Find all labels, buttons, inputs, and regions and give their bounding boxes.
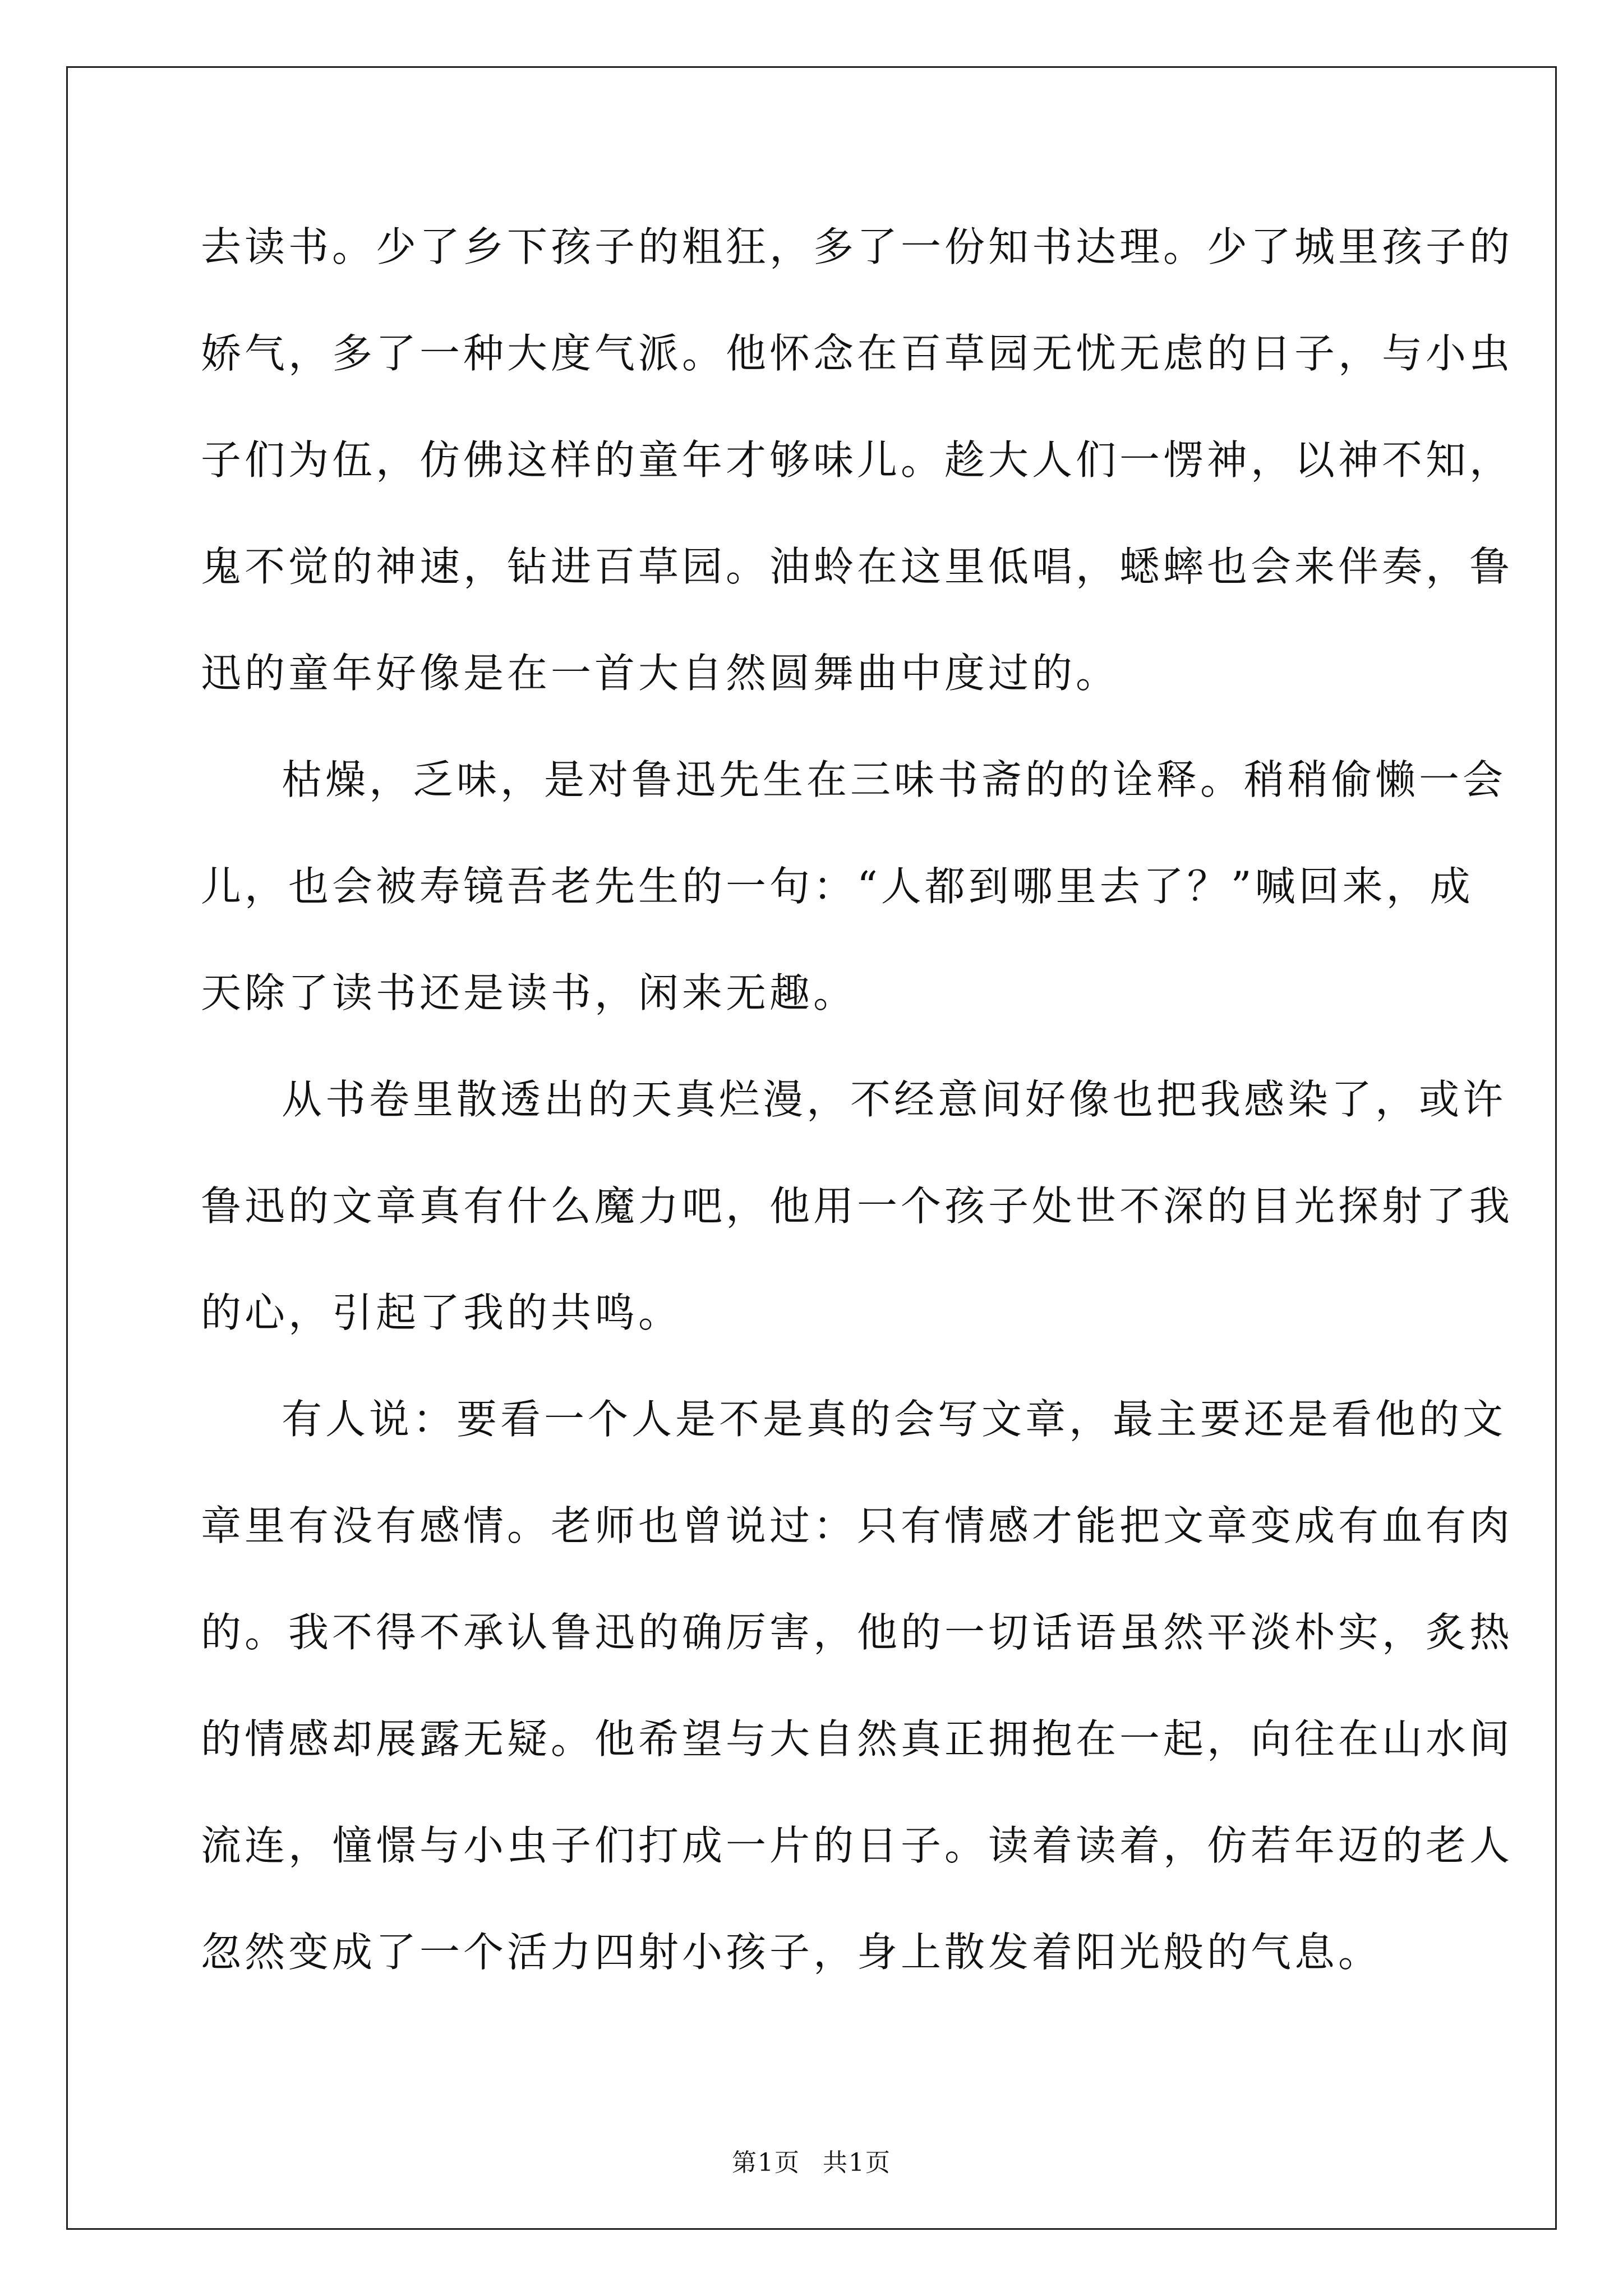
paragraph-first-line: 枯燥，乏味，是对鲁迅先生在三味书斋的的诠释。稍稍偷懒一会	[282, 756, 1507, 803]
text-line: 儿，也会被寿镜吾老先生的一句：“人都到哪里去了？”喊回来，成	[201, 863, 1474, 910]
text-line: 的心，引起了我的共鸣。	[201, 1289, 683, 1336]
page-footer	[0, 2146, 1623, 2180]
paragraph-first-line: 有人说：要看一个人是不是真的会写文章，最主要还是看他的文	[282, 1396, 1507, 1443]
text-line: 娇气，多了一种大度气派。他怀念在百草园无忧无虑的日子，与小虫	[201, 330, 1514, 377]
text-line: 子们为伍，仿佛这样的童年才够味儿。趁大人们一愣神，以神不知，	[201, 436, 1514, 484]
text-line: 迅的童年好像是在一首大自然圆舞曲中度过的。	[201, 650, 1120, 697]
page-number: 第1页	[732, 2148, 800, 2177]
text-line: 鬼不觉的神速，钻进百草园。油蛉在这里低唱，蟋蟀也会来伴奏，鲁	[201, 543, 1514, 590]
paragraph-first-line: 从书卷里散透出的天真烂漫，不经意间好像也把我感染了，或许	[282, 1076, 1507, 1123]
document-body	[201, 216, 1514, 2028]
text-line: 天除了读书还是读书，闲来无趣。	[201, 969, 857, 1016]
text-line: 忽然变成了一个活力四射小孩子，身上散发着阳光般的气息。	[201, 1929, 1382, 1976]
text-line: 的。我不得不承认鲁迅的确厉害，他的一切话语虽然平淡朴实，炙热	[201, 1609, 1514, 1656]
text-line: 鲁迅的文章真有什么魔力吧，他用一个孩子处世不深的目光探射了我	[201, 1182, 1514, 1230]
text-line: 去读书。少了乡下孩子的粗狂，多了一份知书达理。少了城里孩子的	[201, 223, 1514, 270]
text-line: 的情感却展露无疑。他希望与大自然真正拥抱在一起，向往在山水间	[201, 1715, 1514, 1763]
page-total: 共1页	[823, 2148, 891, 2177]
text-line: 流连，憧憬与小虫子们打成一片的日子。读着读着，仿若年迈的老人	[201, 1822, 1514, 1869]
text-line: 章里有没有感情。老师也曾说过：只有情感才能把文章变成有血有肉	[201, 1502, 1514, 1549]
